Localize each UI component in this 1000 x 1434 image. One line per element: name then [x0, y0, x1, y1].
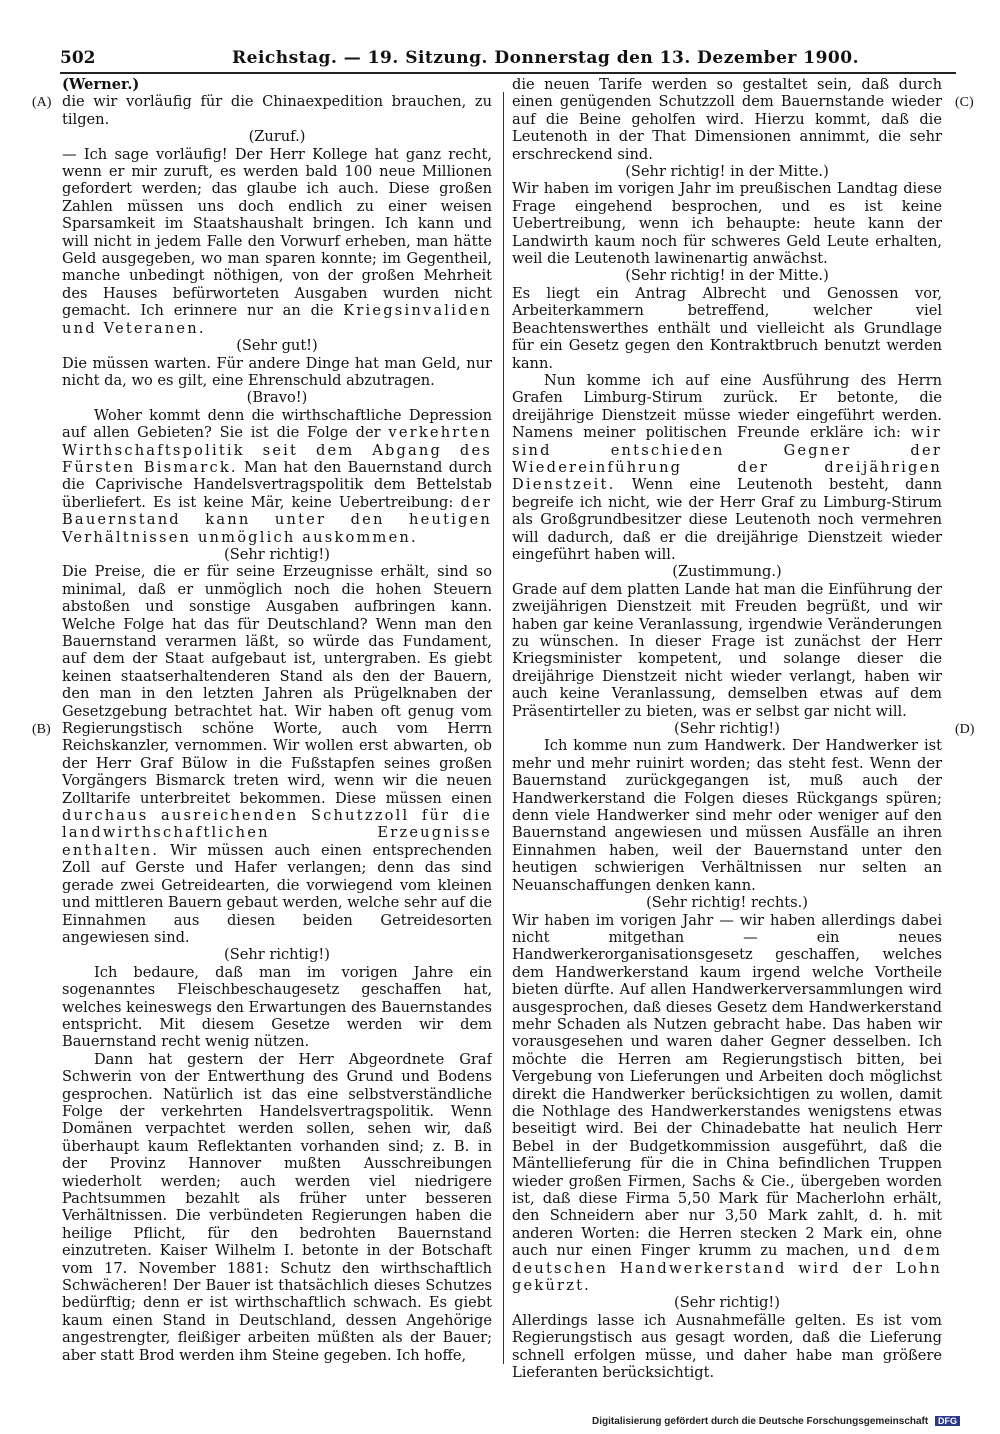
dfg-logo: DFG — [935, 1416, 960, 1426]
margin-marker-d: (D) — [955, 722, 975, 737]
paragraph: Es liegt ein Antrag Albrecht und Genossen vor, Arbeiterkammern betreffend, welcher viel Beachtenswerthes enthält und vielleicht als Grundlage für ein Gesetz gegen den Kontraktbruch benutzt werden kann. — [512, 284, 942, 372]
interjection: (Bravo!) — [246, 389, 308, 407]
column-divider — [503, 92, 504, 1364]
paragraph: die wir vorläufig für die Chinaexpedition brauchen, zu tilgen. — [62, 93, 492, 128]
speaker-name: (Werner.) — [62, 76, 140, 93]
paragraph: Nun komme ich auf eine Ausführung des Herrn Grafen Limburg-Stirum zurück. Er betonte, die dreijährige Dienstzeit müsse wieder eingeführt werden. Namens meiner politischen Freunde erkläre ich: wir sind entschieden Gegner der Wiedereinführung der dreijährigen Dienstzeit. Wenn eine Leutenoth besteht, dann begreife ich nicht, wie der Herr Graf zu Limburg-Stirum als Großgrundbesitzer diese Leutenoth noch vermehren will dadurch, daß er die dreijährige Dienstzeit wieder eingeführt haben will. — [512, 371, 942, 563]
margin-marker-b: (B) — [32, 722, 51, 737]
credit-text: Digitalisierung gefördert durch die Deutsche Forschungsgemeinschaft — [592, 1416, 929, 1427]
interjection: (Sehr richtig!) — [674, 1294, 780, 1312]
interjection: (Zustimmung.) — [672, 563, 782, 581]
running-title: Reichstag. — 19. Sitzung. Donnerstag den 13. Dezember 1900. — [232, 48, 859, 68]
margin-marker-c: (C) — [955, 95, 974, 110]
paragraph: die neuen Tarife werden so gestaltet sein, daß durch einen genügenden Schutzzoll dem Bauernstande wieder auf die Beine geholfen wird. Hierzu kommt, daß die Leutenoth in der That Dimensionen annimmt, die sehr erschreckend sind. — [512, 76, 942, 163]
interjection: (Zuruf.) — [248, 128, 306, 146]
right-column — [512, 76, 942, 1386]
paragraph: Woher kommt denn die wirthschaftliche Depression auf allen Gebieten? Sie ist die Folge der verkehrten Wirthschaftspolitik seit dem Abgang des Fürsten Bismarck. Man hat den Bauernstand durch die Caprivische Handelsvertragspolitik dem Bettelstab überliefert. Es ist keine Mär, keine Uebertreibung: der Bauernstand kann unter den heutigen Verhältnissen unmöglich auskommen. — [62, 406, 492, 546]
interjection: (Sehr richtig!) — [224, 545, 330, 563]
interjection: (Sehr gut!) — [236, 337, 318, 355]
interjection: (Sehr richtig! in der Mitte.) — [625, 163, 829, 181]
paragraph: Grade auf dem platten Lande hat man die Einführung der zweijährigen Dienstzeit mit Freuden begrüßt, und wir haben gar keine Veranlassung, irgendwie Veränderungen zu wünschen. In dieser Frage ist zunächst der Herr Kriegsminister kompetent, und solange dieser die dreijährige Dienstzeit nicht wieder verlangt, haben wir auch keine Veranlassung, demselben etwas auf dem Präsentirteller zu bieten, was er selbst gar nicht will. — [512, 580, 942, 720]
interjection: (Sehr richtig! in der Mitte.) — [625, 267, 829, 285]
left-column — [62, 76, 492, 1386]
paragraph: Ich komme nun zum Handwerk. Der Handwerker ist mehr und mehr ruinirt worden; das steht fest. Wenn der Bauernstand zurückgegangen ist, muß auch der Handwerkerstand die Folgen dieses Rückgangs spüren; denn viele Handwerker sind mehr oder weniger auf den Bauernstand angewiesen und müssen Ausfälle an ihren Einnahmen haben, weil der Bauernstand unter den heutigen schwierigen Verhältnissen nur selten an Neuanschaffungen denken kann. — [512, 737, 942, 894]
paragraph: Die Preise, die er für seine Erzeugnisse erhält, sind so minimal, daß er unmöglich noch die hohen Steuern abstoßen und sonstige Ausgaben aufbringen kann. Welche Folge hat das für Deutschland? Wenn man den Bauernstand verarmen läßt, so würde das Fundament, auf dem der Staat aufgebaut ist, untergraben. Es giebt keinen staatserhaltenderen Stand als den der Bauern, den man in den letzten Jahren als Prügelknaben der Gesetzgebung betrachtet hat. Wir haben oft genug vom Regierungstisch schöne Worte, auch vom Herrn Reichskanzler, vernommen. Wir wollen erst abwarten, ob der Herr Graf Bülow in die Fußstapfen seines großen Vorgängers Bismarck treten wird, wenn wir die neuen Zolltarife unterbreitet bekommen. Diese müssen einen durchaus ausreichenden Schutzzoll für die landwirthschaftlichen Erzeugnisse enthalten. Wir müssen auch einen entsprechenden Zoll auf Gerste und Hafer verlangen; denn das sind gerade zwei Getreidearten, die vorwiegend vom kleinen und mittleren Bauern gebaut werden, welche sehr auf die Einnahmen aus diesen beiden Getreidesorten angewiesen sind. — [62, 563, 492, 946]
header-rule — [60, 72, 956, 74]
digitization-credit — [592, 1416, 960, 1427]
paragraph: Wir haben im vorigen Jahr — wir haben allerdings dabei nicht mitgethan — ein neues Handwerkerorganisationsgesetz geschaffen, welches dem Handwerkerstand kaum irgend welche Vortheile bieten dürfte. Auf allen Handwerkerversammlungen wird ausgesprochen, daß dieses Gesetz dem Handwerkerstand mehr Schaden als Nutzen gebracht habe. Das haben wir vorausgesehen und waren daher Gegner desselben. Ich möchte die Herren am Regierungstisch bitten, bei Vergebung von Lieferungen und Arbeiten doch möglichst direkt die Handwerker berücksichtigen zu wollen, damit die Nothlage des Handwerkerstandes wenigstens etwas beseitigt wird. Bei der Chinadebatte hat neulich Herr Bebel in der Budgetkommission ausgeführt, daß die Mäntellieferung für die in China befindlichen Truppen wieder großen Firmen, Sachs & Cie., übergeben worden ist, daß diese Firma 5,50 Mark für Macherlohn erhält, den Schneidern aber nur 3,50 Mark zahlt, d. h. mit anderen Worten: die Herren stecken 2 Mark ein, ohne auch nur einen Finger krumm zu machen, und dem deutschen Handwerkerstand wird der Lohn gekürzt. — [512, 911, 942, 1295]
page-header — [60, 44, 956, 74]
paragraph: Allerdings lasse ich Ausnahmefälle gelten. Es ist vom Regierungstisch aus gesagt worden, daß die Lieferung schnell erfolgen müsse, und daher habe man größere Lieferanten berücksichtigt. — [512, 1311, 942, 1382]
interjection: (Sehr richtig! rechts.) — [646, 894, 808, 912]
paragraph: — Ich sage vorläufig! Der Herr Kollege hat ganz recht, wenn er mir zuruft, es werden bald 100 neue Millionen gefordert werden; das glaube ich auch. Diese großen Zahlen müssen uns doch endlich zu einer weisen Sparsamkeit im Staatshaushalt bringen. Ich kann und will nicht in jedem Falle den Vorwurf erheben, man hätte Geld ausgegeben, wo man sparen konnte; im Gegentheil, manche unbedingt nöthigen, von der großen Mehrheit des Hauses befürworteten Ausgaben wurden nicht gemacht. Ich erinnere nur an die Kriegsinvaliden und Veteranen. — [62, 145, 492, 337]
paragraph: Dann hat gestern der Herr Abgeordnete Graf Schwerin von der Entwerthung des Grund und Bodens gesprochen. Natürlich ist das eine selbstverständliche Folge der verkehrten Handelsvertragspolitik. Wenn Domänen verpachtet werden sollen, sehen wir, daß überhaupt kaum Reflektanten vorhanden sind; z. B. in der Provinz Hannover mußten Ausschreibungen wiederholt werden; auch werden viel niedrigere Pachtsummen bezahlt als früher unter besseren Verhältnissen. Die verbündeten Regierungen haben die heilige Pflicht, für den bedrohten Bauernstand einzutreten. Kaiser Wilhelm I. betonte in der Botschaft vom 17. November 1881: Schutz den wirthschaftlich Schwächeren! Der Bauer ist thatsächlich dieses Schutzes bedürftig; denn er ist wirthschaftlich schwach. Es giebt kaum einen Stand in Deutschland, dessen Angehörige angestrengter, fleißiger arbeiten müßten als der Bauer; aber statt Brod werden ihm Steine gegeben. Ich hoffe, — [62, 1050, 492, 1364]
interjection: (Sehr richtig!) — [224, 946, 330, 964]
paragraph: Wir haben im vorigen Jahr im preußischen Landtag diese Frage eingehend besprochen, und es ist keine Uebertreibung, wenn ich behaupte: heute kann der Landwirth kaum noch für schweres Geld Leute erhalten, weil die Leutenoth lawinenartig anwächst. — [512, 180, 942, 268]
interjection: (Sehr richtig!) — [674, 720, 780, 738]
paragraph: Die müssen warten. Für andere Dinge hat man Geld, nur nicht da, wo es gilt, eine Ehrenschuld abzutragen. — [62, 354, 492, 389]
paragraph: Ich bedaure, daß man im vorigen Jahre ein sogenanntes Fleischbeschaugesetz geschaffen hat, welches keineswegs den Erwartungen des Bauernstandes entspricht. Mit diesem Gesetze werden wir dem Bauernstand recht wenig nützen. — [62, 963, 492, 1051]
page-number: 502 — [60, 48, 96, 68]
margin-marker-a: (A) — [32, 95, 52, 110]
